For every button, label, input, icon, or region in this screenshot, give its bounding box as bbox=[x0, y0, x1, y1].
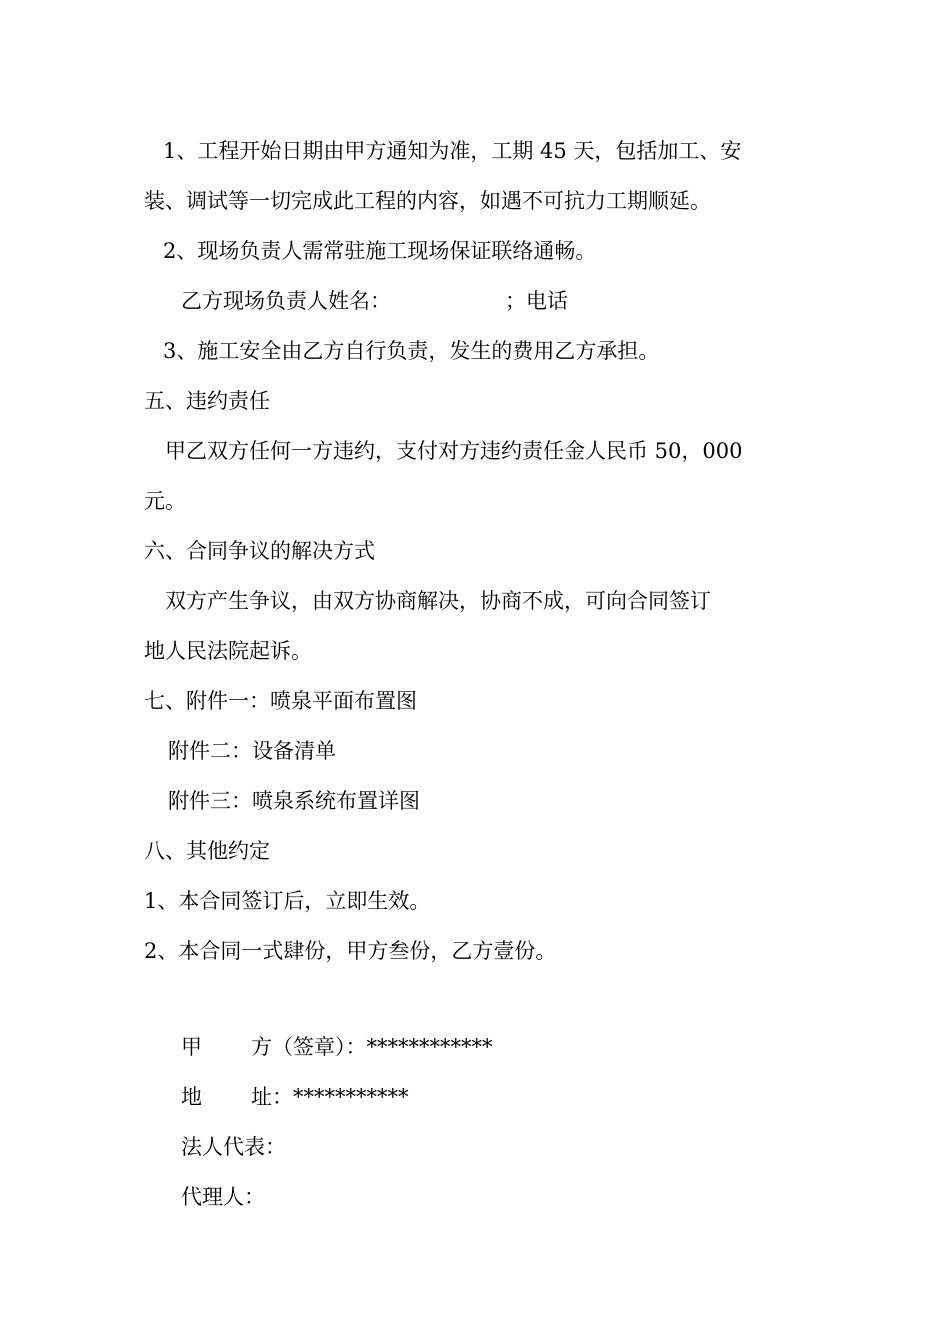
address-label-first-char: 地 bbox=[181, 1085, 202, 1109]
clause-dispute-continued: 地人民法院起诉。 bbox=[144, 639, 312, 663]
site-manager-contact-line bbox=[181, 287, 568, 315]
section-heading-other: 八、其他约定 bbox=[144, 839, 270, 863]
attachment-one: 七、附件一：喷泉平面布置图 bbox=[144, 689, 417, 713]
attachment-three: 附件三：喷泉系统布置详图 bbox=[168, 789, 420, 813]
signature-party-a bbox=[181, 1033, 493, 1061]
signature-address bbox=[181, 1083, 409, 1111]
section-heading-dispute: 六、合同争议的解决方式 bbox=[144, 539, 375, 563]
section-heading-breach: 五、违约责任 bbox=[144, 389, 270, 413]
clause-site-manager: 2、现场负责人需常驻施工现场保证联络通畅。 bbox=[163, 239, 597, 263]
clause-start-date-continued: 装、调试等一切完成此工程的内容，如遇不可抗力工期顺延。 bbox=[144, 189, 711, 213]
attachment-two: 附件二：设备清单 bbox=[168, 739, 336, 763]
clause-copies: 2、本合同一式肆份，甲方叁份，乙方壹份。 bbox=[144, 939, 557, 963]
site-manager-name-label: 乙方现场负责人姓名： bbox=[181, 289, 391, 313]
signature-legal-rep: 法人代表： bbox=[181, 1135, 286, 1159]
signature-agent: 代理人： bbox=[181, 1185, 265, 1209]
address-label-rest: 址： bbox=[251, 1085, 293, 1109]
clause-breach-penalty: 甲乙双方任何一方违约，支付对方违约责任金人民币 50，000 bbox=[165, 439, 743, 463]
party-label-first-char: 甲 bbox=[181, 1035, 202, 1059]
party-value: ************ bbox=[366, 1035, 493, 1059]
site-manager-phone-label: ；电话 bbox=[505, 289, 568, 313]
address-value: *********** bbox=[293, 1085, 409, 1109]
party-label-rest: 方（签章）： bbox=[251, 1035, 367, 1059]
clause-breach-penalty-continued: 元。 bbox=[144, 489, 186, 513]
clause-safety: 3、施工安全由乙方自行负责，发生的费用乙方承担。 bbox=[163, 339, 660, 363]
clause-dispute: 双方产生争议，由双方协商解决，协商不成，可向合同签订 bbox=[165, 589, 711, 613]
clause-start-date: 1、工程开始日期由甲方通知为准，工期 45 天，包括加工、安 bbox=[163, 139, 742, 163]
clause-effective: 1、本合同签订后，立即生效。 bbox=[144, 889, 431, 913]
